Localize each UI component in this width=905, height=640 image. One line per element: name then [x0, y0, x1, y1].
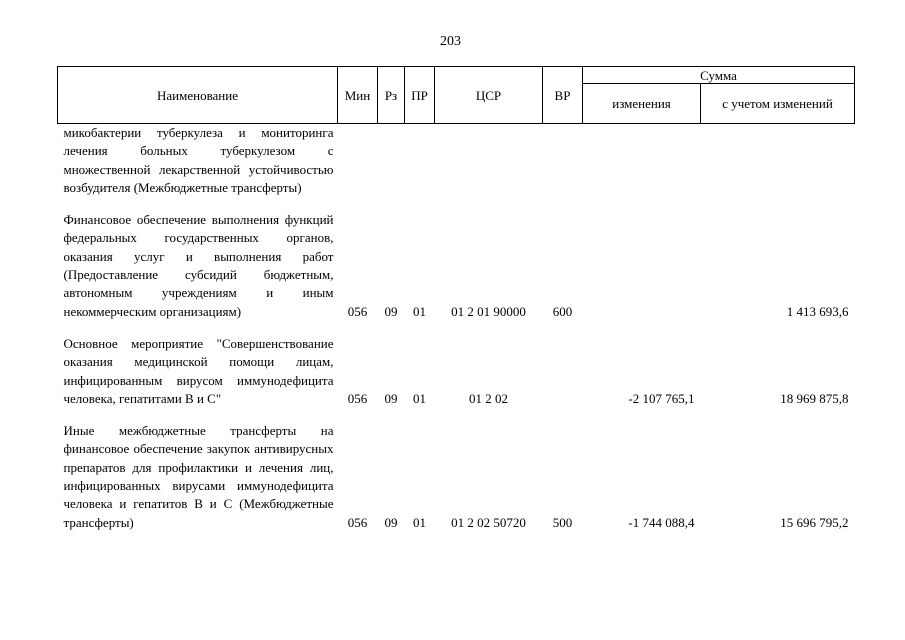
table-row — [58, 124, 855, 198]
header-min: Мин — [338, 67, 378, 124]
row-rz: 09 — [384, 390, 398, 406]
row-change: -2 107 765,1 — [628, 390, 695, 406]
row-min: 056 — [347, 390, 368, 406]
row-vr — [543, 335, 583, 408]
row-vr — [543, 124, 583, 198]
row-pr — [405, 124, 435, 198]
row-vr: 600 — [552, 303, 573, 319]
budget-table — [57, 66, 855, 532]
header-summa: Сумма — [583, 67, 855, 84]
table-row — [58, 422, 855, 532]
row-name: Основное мероприятие "Совершенствование оказания медицинской помощи лицам, инфицированным вирусом иммунодефицита человека, гепатитами В и С" — [63, 335, 334, 406]
row-total: 15 696 795,2 — [780, 514, 849, 530]
row-csr: 01 2 01 90000 — [451, 303, 526, 319]
row-change: -1 744 088,4 — [628, 514, 695, 530]
page-number: 203 — [440, 34, 461, 49]
row-vr: 500 — [552, 514, 573, 530]
row-change — [583, 211, 701, 321]
header-rz: Рз — [378, 67, 405, 124]
header-csr: ЦСР — [435, 67, 543, 124]
row-csr: 01 2 02 50720 — [451, 514, 526, 530]
header-total: с учетом изменений — [701, 84, 855, 124]
row-min: 056 — [347, 303, 368, 319]
table-row — [58, 211, 855, 321]
row-total — [701, 124, 855, 198]
row-pr: 01 — [413, 514, 426, 530]
table-header — [58, 67, 855, 124]
row-name: Финансовое обеспечение выполнения функций федеральных государственных органов, оказания услуг и выполнения работ (Предоставление субсидий бюджетным, автономным учреждениям и иным некоммерческим организациям) — [63, 212, 334, 319]
row-total: 1 413 693,6 — [786, 303, 849, 319]
row-name: микобактерии туберкулеза и мониторинга лечения больных туберкулезом с множественной лекарственной устойчивостью возбудителя (Межбюджетные трансферты) — [63, 125, 334, 195]
row-csr: 01 2 02 — [469, 390, 508, 406]
row-rz: 09 — [384, 303, 398, 319]
row-rz — [378, 124, 405, 198]
row-rz: 09 — [384, 514, 398, 530]
row-total: 18 969 875,8 — [780, 390, 849, 406]
row-change — [583, 124, 701, 198]
row-name: Иные межбюджетные трансферты на финансовое обеспечение закупок антивирусных препаратов для профилактики и лечения лиц, инфицированных вирусами иммунодефицита человека и гепатитов В и С (Межбюджетные трансферты) — [63, 423, 334, 530]
header-vr: ВР — [543, 67, 583, 124]
row-min: 056 — [347, 514, 368, 530]
header-change: изменения — [583, 84, 701, 124]
row-min — [338, 124, 378, 198]
header-name: Наименование — [58, 67, 338, 124]
row-pr: 01 — [413, 303, 426, 319]
table-row — [58, 335, 855, 408]
row-csr — [435, 124, 543, 198]
header-pr: ПР — [405, 67, 435, 124]
row-pr: 01 — [413, 390, 426, 406]
